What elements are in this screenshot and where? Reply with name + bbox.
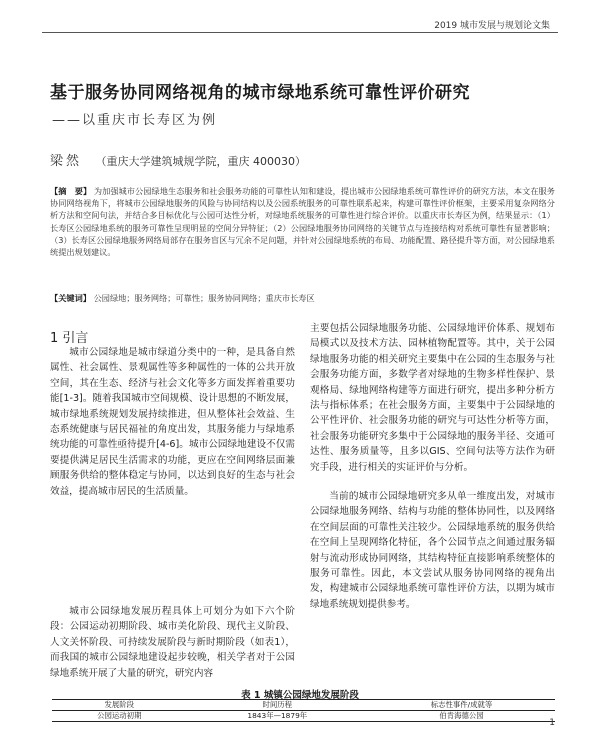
table-header-period: 时间历程: [187, 700, 368, 711]
table-row: [52, 711, 555, 722]
running-head: 2019 城市发展与规划论文集: [434, 21, 550, 31]
header-rule: [42, 32, 558, 33]
intro-paragraph-4: 当前的城市公园绿地研究多从单一维度出发，对城市公园绿地服务网络、结构与功能的整体协同性，以及网络在空间层面的可靠性关注较少。公园绿地系统的服务供给在空间上呈现网络化特征，各个公园节点之间通过服务辐射与流动形成协同网络，其结构特征直接影响系统整体的服务可靠性。因此，本文尝试从服务协同网络的视角出发，构建城市公园绿地系统可靠性评价方法，以期为城市绿地系统规划提供参考。: [310, 491, 555, 610]
intro-paragraph-3: 主要包括公园绿地服务功能、公园绿地评价体系、规划布局模式以及技术方法、园林植物配置等。其中，关于公园绿地服务功能的相关研究主要集中在公园的生态服务与社会服务功能方面，多数学者对绿地的生物多样性保护、景观格局、绿地网络构建等方面进行研究，提出多种分析方法与指标体系；在社会服务方面，主要集中于公园绿地的公平性评价、社会服务功能的研究与可达性分析等方面，社会服务功能研究多集中于公园绿地的服务半径、交通可达性、服务质量等，且多以GIS、空间句法等方法作为研究手段，进行相关的实证评价与分析。: [310, 323, 555, 473]
abstract-text: 为加强城市公园绿地生态服务和社会服务功能的可靠性认知和建设，提出城市公园绿地系统可靠性评价的研究方法，本文在服务协同网络视角下，将城市公园绿地服务的风险与协同结构以及公园系统服务的可靠性联系起来，构建可靠性评价框架，主要采用复杂网络分析方法和空间句法，并结合多目标优化与公园可达性分析，对绿地系统服务的可靠性进行综合评价。以重庆市长寿区为例，结果显示：（1）长寿区公园绿地系统的服务可靠性呈现明显的空间分异特征；（2）公园绿地服务协同网络的关键节点与连接结构对系统可靠性有显著影响；（3）长寿区公园绿地服务网络局部存在服务盲区与冗余不足问题，并针对公园绿地系统的布局、功能配置、路径提升等方面，对公园绿地系统提出规划建议。: [50, 186, 555, 258]
paper-subtitle: ——以重庆市长寿区为例: [52, 113, 218, 128]
section-heading-introduction: 1 引言: [50, 331, 89, 346]
table-header-stage: 发展阶段: [52, 700, 187, 711]
keywords-text: 公园绿地；服务网络；可靠性；服务协同网络；重庆市长寿区: [93, 293, 315, 303]
table-cell: 公园运动初期: [97, 711, 142, 720]
table-header-row: [52, 700, 555, 711]
table-1: [52, 699, 555, 722]
author-line: [50, 150, 306, 169]
author-affiliation: （重庆大学建筑城规学院，重庆 400030）: [95, 155, 307, 168]
author-name: 梁然: [50, 154, 83, 169]
keywords: [50, 293, 555, 304]
table-cell: 伯肯海德公园: [439, 711, 484, 720]
development-stage-table: [52, 699, 555, 722]
paper-title: 基于服务协同网络视角的城市绿地系统可靠性评价研究: [50, 83, 470, 103]
table-caption: 表 1 城镇公园绿地发展阶段: [241, 690, 359, 701]
intro-paragraph-2: 城市公园绿地发展历程具体上可划分为如下六个阶段：公园运动初期阶段、城市美化阶段、现代主义阶段、人文关怀阶段、可持续发展阶段与新时期阶段（如表1），而我国的城市公园绿地建设起步较晚，相关学者对于公园绿地系统开展了大量的研究，研究内容: [50, 606, 295, 679]
keywords-label: 【关键词】: [50, 293, 91, 303]
table-header-events: 标志性事件/成就等: [368, 700, 555, 711]
page-number: 1: [549, 718, 555, 728]
table-cell: 1843年—1879年: [247, 711, 308, 720]
abstract: [50, 185, 555, 258]
abstract-label: 【摘 要】: [50, 186, 92, 196]
intro-paragraph-1: 城市公园绿地是城市绿道分类中的一种，是具备自然属性、社会属性、景观属性等多种属性的一体的公共开放空间，其在生态、经济与社会文化等多方面发挥着重要功能[1-3]。随着我国城市空间规模、设计思想的不断发展，城市绿地系统规划发展持续推进，但从整体社会效益、生态系统健康与居民福祉的角度出发，其服务能力与绿地系统功能的可靠性亟待提升[4-6]。城市公园绿地建设不仅需要提供满足居民生活需求的功能，更应在空间网络层面兼顾服务供给的整体稳定与协同，以达到良好的生态与社会效益，提高城市居民的生活质量。: [50, 347, 295, 497]
